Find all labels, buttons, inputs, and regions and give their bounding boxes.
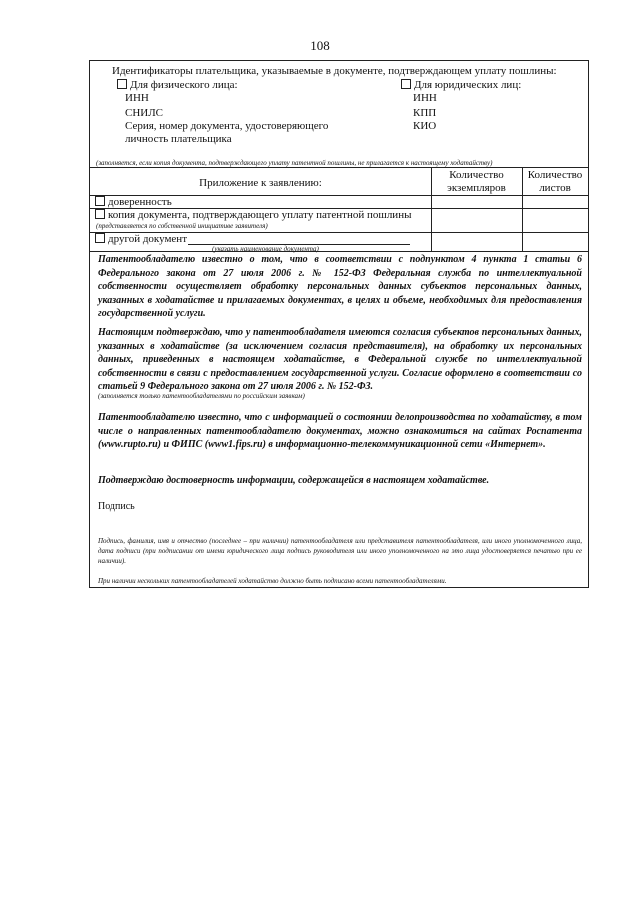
physical-inn-label: ИНН <box>125 92 149 104</box>
power-of-attorney-checkbox[interactable] <box>95 196 105 206</box>
sheets-column-header: Количество листов <box>527 169 583 194</box>
personal-data-processing-paragraph: Патентообладателю известно о том, что в соответствии с подпунктом 4 пункта 1 статьи 6 Федерального закона от 27 июля 2006 г. № 152-ФЗ Федеральная служба по интеллектуальной собственности осуществляет обработку персональных данных субъектов персональных данных, указанных в ходатайстве и прилагаемых документах, в целях и объеме, необходимых для предоставления государственной услуги. <box>98 254 582 320</box>
power-of-attorney-label: доверенность <box>108 196 172 208</box>
table-bottom-border <box>90 251 588 252</box>
other-document-checkbox[interactable] <box>95 233 105 243</box>
attachment-row-fee-copy[interactable] <box>95 209 411 221</box>
form-frame <box>89 60 589 588</box>
physical-document-label: Серия, номер документа, удостоверяющего <box>125 120 329 132</box>
fee-copy-note: (представляется по собственной инициативе заявителя) <box>96 222 268 230</box>
attachment-row-other[interactable] <box>95 233 187 245</box>
signature-label: Подпись <box>98 501 135 512</box>
other-document-label: другой документ <box>108 233 188 245</box>
legal-kio-label: КИО <box>413 120 437 132</box>
consent-note: (заполняется только патентообладателями по российским заявкам) <box>98 392 305 400</box>
multiple-holders-note: При наличии нескольких патентообладателей ходатайство должно быть подписано всеми патентообладателями. <box>98 577 447 585</box>
legal-entity-label: Для юридических лиц: <box>414 79 522 91</box>
table-top-border <box>90 167 588 168</box>
legal-entity-checkbox[interactable] <box>401 79 411 89</box>
attachments-header: Приложение к заявлению: <box>199 177 322 189</box>
physical-person-label: Для физического лица: <box>130 79 238 91</box>
legal-entity-option[interactable] <box>401 79 521 91</box>
physical-person-checkbox[interactable] <box>117 79 127 89</box>
page-number: 108 <box>310 38 330 53</box>
physical-person-option[interactable] <box>117 79 238 91</box>
identifiers-heading: Идентификаторы плательщика, указываемые в документе, подтверждающем уплату пошлины: <box>112 65 557 77</box>
attachment-row-power-of-attorney[interactable] <box>95 196 172 208</box>
physical-snils-label: СНИЛС <box>125 107 164 119</box>
identifiers-note: (заполняется, если копия документа, подтверждающего уплату патентной пошлины, не прилагается к настоящему ходатайству) <box>96 159 493 167</box>
physical-identity-label: личность плательщика <box>125 133 232 145</box>
legal-kpp-label: КПП <box>413 107 437 119</box>
signature-note: Подпись, фамилия, имя и отчество (последнее – при наличии) патентообладателя или представителя патентообладателя, или иного уполномоченного лица, дата подписи (при подписании от имени юридического лица подпись руководителя или иного уполномоченного на это лица удостоверяется печатью при ее наличии). <box>98 537 582 565</box>
other-document-note: (указать наименование документа) <box>212 245 319 253</box>
copies-column-header: Количество экземпляров <box>447 169 506 194</box>
consent-confirmation-paragraph: Настоящим подтверждаю, что у патентообладателя имеются согласия субъектов персональных данных, указанных в ходатайстве (за исключением согласия представителя), на обработку их персональных данных, приведенных в настоящем ходатайстве, в Федеральной службе по интеллектуальной собственности в связи с предоставлением государственной услуги. Согласие оформлено в соответствии со статьей 9 Федерального закона от 27 июля 2006 г. № 152-ФЗ. <box>98 327 582 393</box>
accuracy-confirmation-paragraph: Подтверждаю достоверность информации, содержащейся в настоящем ходатайстве. <box>98 475 490 486</box>
fee-copy-label: копия документа, подтверждающего уплату патентной пошлины <box>108 209 412 221</box>
case-status-info-paragraph: Патентообладателю известно, что с информацией о состоянии делопроизводства по ходатайству, в том числе о направленных патентообладателю документах, можно ознакомиться на сайтах Роспатента (www.rupto.ru) и ФИПС (www1.fips.ru) в информационно-телекоммуникационной сети «Интернет». <box>98 412 582 451</box>
legal-inn-label: ИНН <box>413 92 437 104</box>
fee-copy-checkbox[interactable] <box>95 209 105 219</box>
